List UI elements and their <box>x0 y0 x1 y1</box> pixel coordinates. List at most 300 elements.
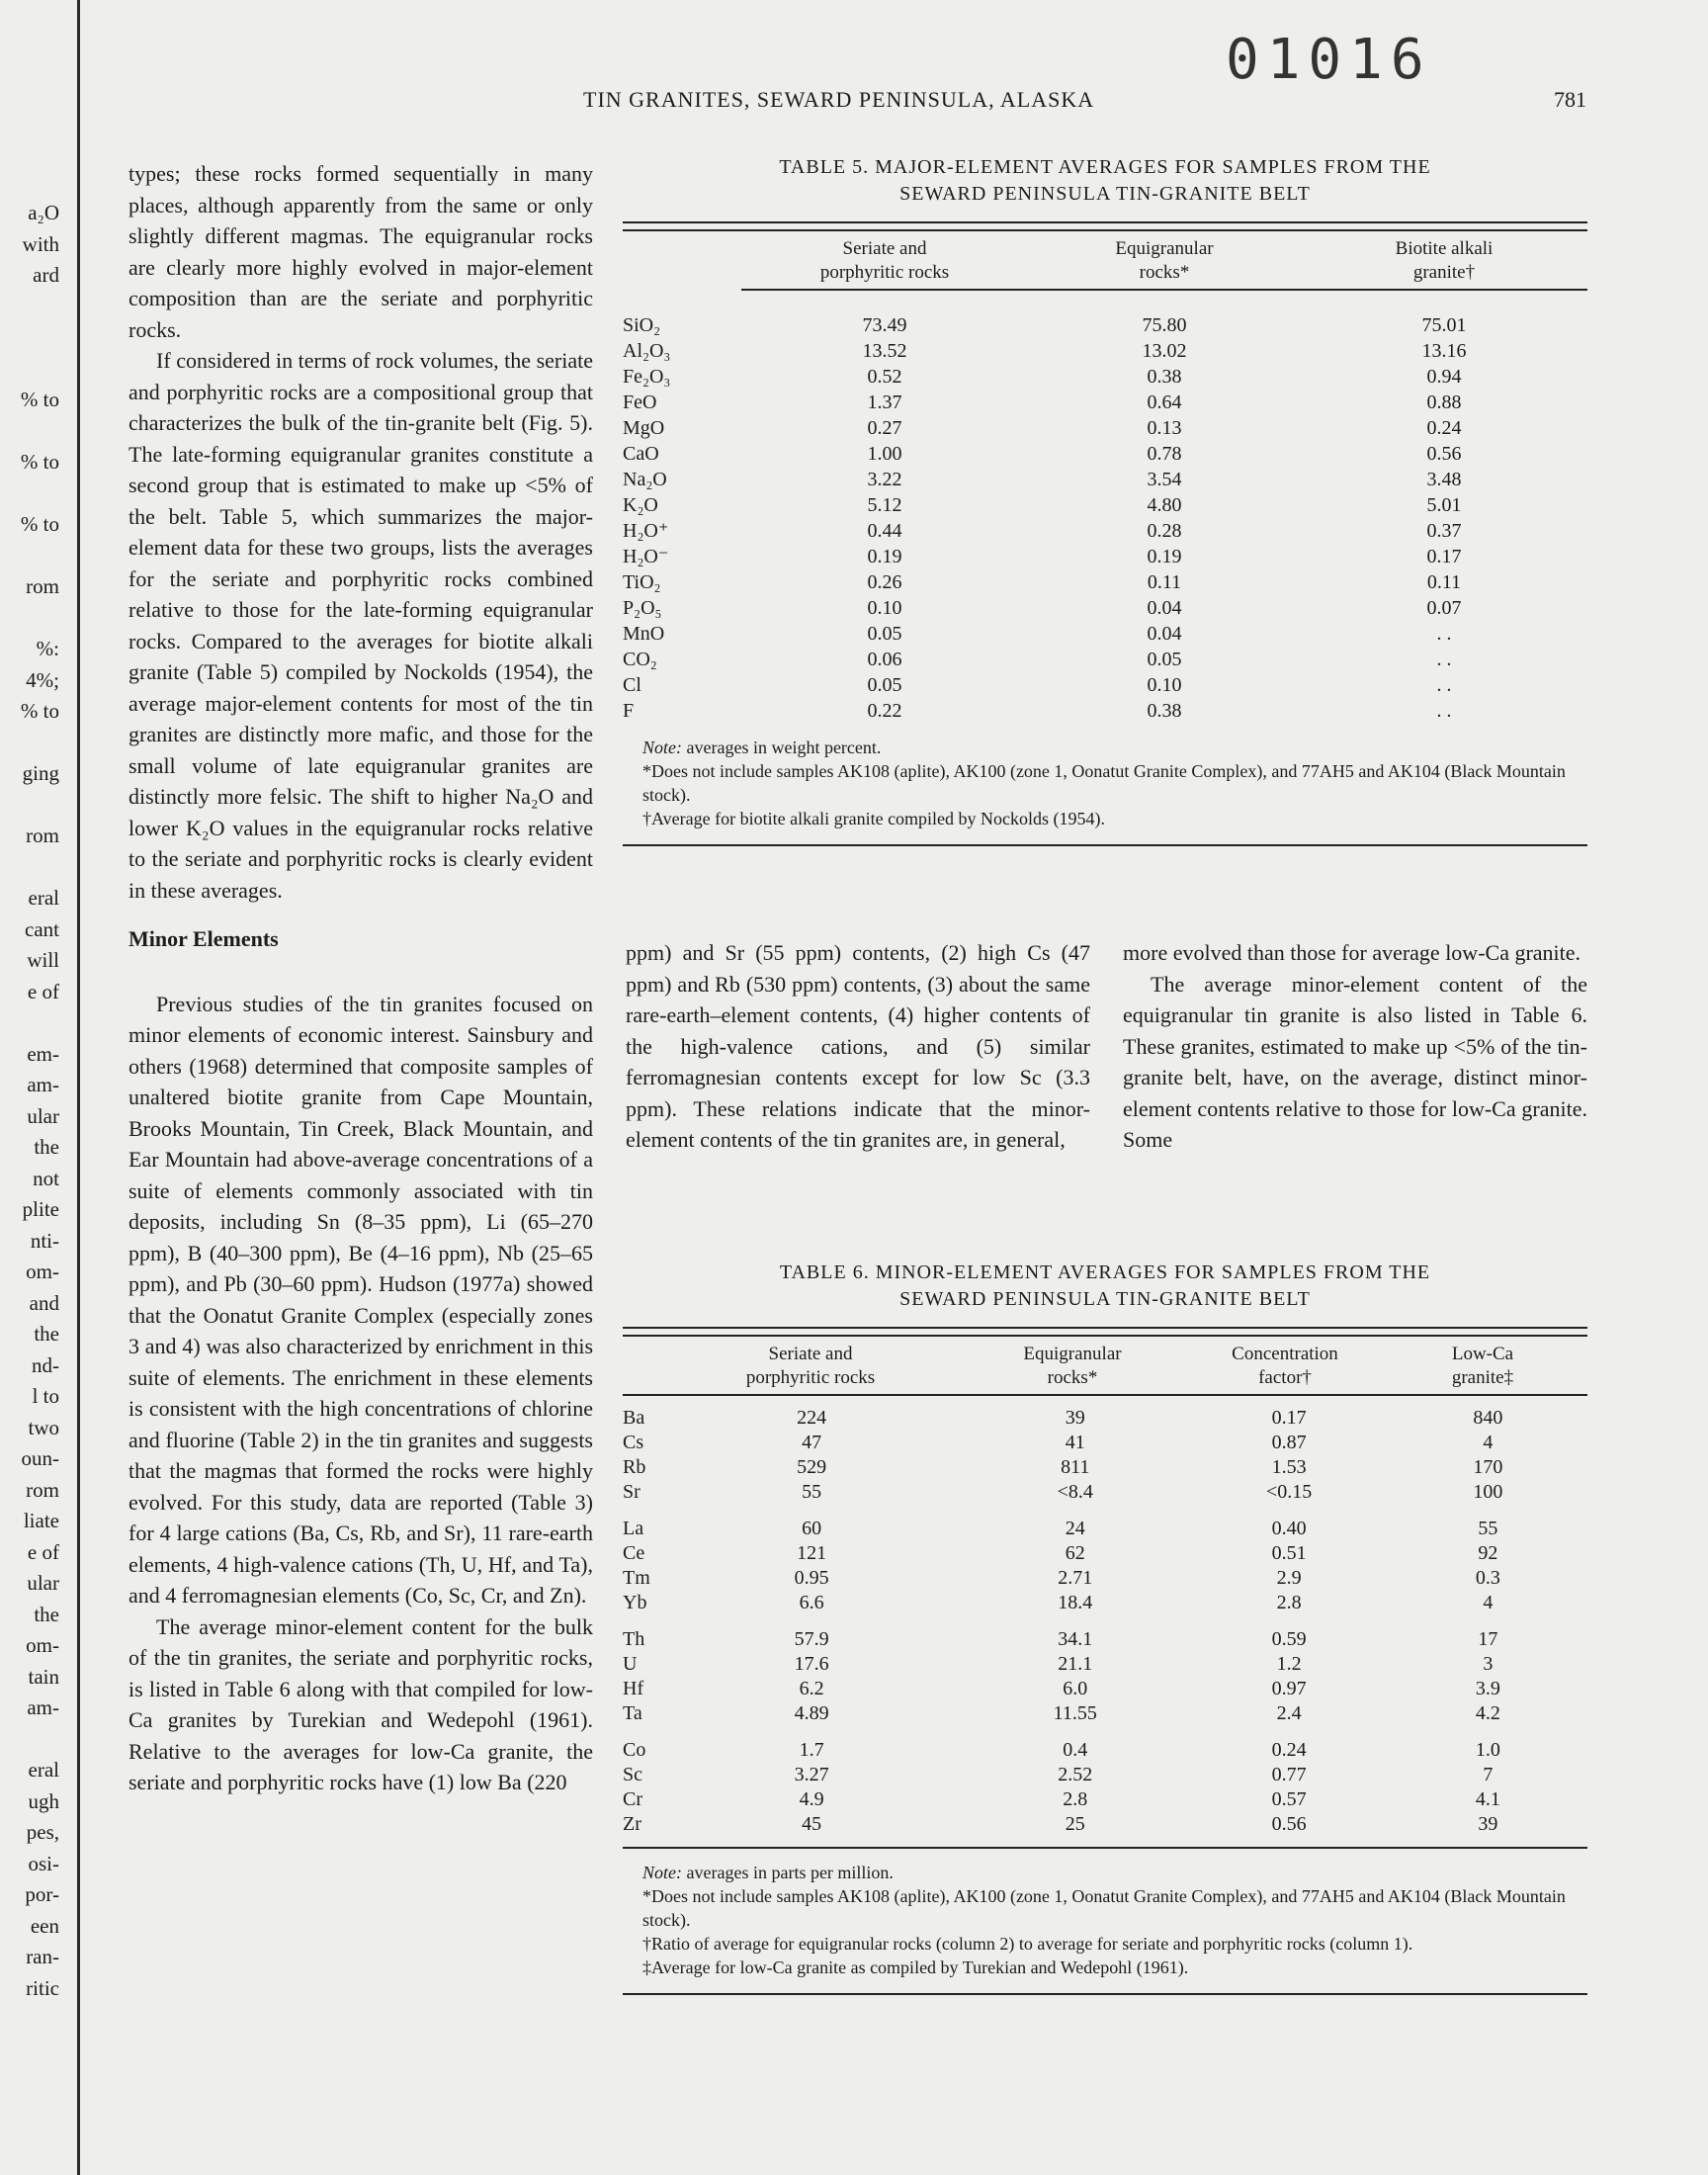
table-cell: 7 <box>1483 1764 1494 1785</box>
table-row <box>623 1455 1587 1480</box>
table-cell: 224 <box>797 1407 827 1429</box>
edge-fragment: % to <box>20 512 59 536</box>
table-cell: 0.64 <box>1147 392 1182 413</box>
row-label: Sc <box>623 1764 642 1785</box>
table-cell: 5.12 <box>867 494 902 516</box>
table-cell: 3 <box>1483 1653 1494 1675</box>
table-cell: 92 <box>1478 1542 1498 1564</box>
table-cell: 6.2 <box>799 1678 824 1699</box>
table-cell: 100 <box>1473 1481 1503 1503</box>
column-header <box>1028 237 1301 285</box>
table-rule <box>623 1327 1587 1337</box>
table-cell: 55 <box>802 1481 822 1503</box>
table-row <box>623 312 1587 338</box>
table-cell: 13.52 <box>862 340 907 362</box>
table-cell: 0.40 <box>1271 1518 1307 1539</box>
edge-fragment: the <box>34 1602 59 1626</box>
table-row <box>623 518 1587 544</box>
row-label: Cs <box>623 1432 644 1453</box>
table-cell: 24 <box>1065 1518 1085 1539</box>
edge-fragment: am- <box>27 1073 59 1096</box>
table-cell: 0.3 <box>1475 1567 1500 1589</box>
table-cell: 0.52 <box>867 366 902 388</box>
edge-fragment: tain <box>28 1664 59 1689</box>
page-number: 781 <box>1554 87 1586 112</box>
table-row <box>623 698 1587 724</box>
table-row <box>623 1738 1587 1763</box>
row-label: Hf <box>623 1678 644 1699</box>
table-cell: 0.04 <box>1147 597 1182 619</box>
table-cell: 0.24 <box>1426 417 1462 439</box>
table-row <box>623 338 1587 364</box>
table-cell: 4.89 <box>794 1702 829 1724</box>
table-cell: 0.11 <box>1426 571 1462 593</box>
table-cell: 0.44 <box>867 520 902 542</box>
row-label: Co <box>623 1739 646 1761</box>
edge-fragment <box>0 322 59 354</box>
table-cell: 39 <box>1478 1813 1498 1835</box>
row-label: H₂O⁺ <box>623 520 669 542</box>
table-cell: 25 <box>1065 1813 1085 1835</box>
left-column <box>128 158 593 1798</box>
edge-fragment: por- <box>25 1882 59 1906</box>
table-cell: 0.38 <box>1147 366 1182 388</box>
table-cell: 1.00 <box>867 443 902 465</box>
table-rule <box>623 221 1587 231</box>
table-row <box>623 1406 1587 1431</box>
column-header-line: Seriate and <box>768 1344 853 1364</box>
table-row <box>623 1480 1587 1505</box>
edge-fragment: rom <box>26 824 59 847</box>
table-cell: 0.59 <box>1271 1628 1307 1650</box>
table-row <box>623 415 1587 441</box>
row-label: CaO <box>623 443 659 465</box>
table-cell: 13.16 <box>1421 340 1467 362</box>
edge-fragment: eral <box>28 1758 59 1782</box>
table-cell: 0.78 <box>1147 443 1182 465</box>
edge-fragment: em- <box>27 1041 59 1066</box>
edge-fragment: e of <box>27 979 59 1003</box>
edge-fragment: not <box>33 1166 59 1190</box>
edge-fragment: % to <box>20 450 59 474</box>
table-cell: 0.17 <box>1426 546 1462 567</box>
paragraph: types; these rocks formed sequentially in many places, although apparently from the same or only slightly different magmas. The equigranular rocks are clearly more highly evolved in major-element composition than are the seriate and porphyritic rocks. <box>128 161 593 342</box>
edge-fragment: pes, <box>26 1820 59 1844</box>
column-header <box>662 1343 959 1390</box>
table-cell: . . <box>1436 649 1452 670</box>
edge-fragment <box>0 292 59 323</box>
table-row <box>623 364 1587 390</box>
edge-fragment: e of <box>27 1539 59 1564</box>
table-cell: 0.26 <box>867 571 902 593</box>
table-cell: 0.05 <box>867 674 902 696</box>
paragraph: more evolved than those for average low-Ca granite. <box>1123 940 1581 965</box>
gutter-line <box>77 0 80 2175</box>
paragraph: The average minor-element content for the bulk of the tin granites, the seriate and porphyritic rocks, is listed in Table 6 along with that compiled for low-Ca granites by Turekian and Wedepohl (1961). Relative to the averages for low-Ca granite, the seriate and porphyritic rocks have (1) low Ba (220 <box>128 1613 593 1794</box>
table-row <box>623 621 1587 647</box>
table-cell: 75.80 <box>1142 314 1187 336</box>
column-header-line: rocks* <box>1047 1367 1098 1388</box>
table-cell: 2.8 <box>1276 1592 1302 1613</box>
edge-fragment: ritic <box>26 1975 59 2000</box>
edge-fragment: a₂O <box>28 201 59 224</box>
table-row <box>623 544 1587 569</box>
edge-fragment: liate <box>23 1509 59 1532</box>
edge-fragment <box>0 1724 59 1756</box>
table-cell: 840 <box>1473 1407 1503 1429</box>
row-label: F <box>623 700 635 722</box>
table-cell: 13.02 <box>1142 340 1187 362</box>
table-title-line: SEWARD PENINSULA TIN-GRANITE BELT <box>899 1288 1311 1310</box>
table-row <box>623 1431 1587 1455</box>
column-header-line: granite‡ <box>1451 1367 1514 1388</box>
page-stamp: 01016 <box>1226 28 1432 92</box>
table-cell: 3.22 <box>867 469 902 490</box>
edge-fragment: 4%; <box>26 667 59 692</box>
table-cell: 4 <box>1483 1432 1494 1453</box>
edge-fragment: eral <box>28 886 59 910</box>
table-cell: 0.19 <box>867 546 902 567</box>
table-cell: <0.15 <box>1265 1481 1313 1503</box>
edge-fragment: nd- <box>32 1352 59 1377</box>
row-label: K₂O <box>623 494 658 516</box>
row-label: Rb <box>623 1456 646 1478</box>
table-cell: 0.88 <box>1426 392 1462 413</box>
table-row <box>623 647 1587 672</box>
row-label: La <box>623 1518 644 1539</box>
table-cell: 45 <box>802 1813 822 1835</box>
column-header <box>741 237 1028 285</box>
table-cell: 0.56 <box>1271 1813 1307 1835</box>
paragraph: If considered in terms of rock volumes, the seriate and porphyritic rocks are a compositional group that characterizes the bulk of the tin-granite belt (Fig. 5). The late-forming equigranular granites constitute a second group that is estimated to make up <5% of the belt. Table 5, which summarizes the major-element data for these two groups, lists the averages for the seriate and porphyritic rocks combined relative to those for the late-forming equigranular rocks. Compared to the averages for biotite alkali granite (Table 5) compiled by Nockolds (1954), the average major-element contents for most of the tin granites are distinctly more mafic, and those for the small volume of late equigranular granites are distinctly more felsic. The shift to higher Na₂O and lower K₂O values in the equigranular rocks relative to the seriate and porphyritic rocks is clearly evident in these averages. <box>128 348 593 903</box>
column-header <box>959 1343 1186 1390</box>
edge-fragment: ular <box>27 1571 59 1595</box>
row-label: Cl <box>623 674 641 696</box>
table-cell: 0.22 <box>867 700 902 722</box>
edge-fragment: om- <box>26 1260 59 1283</box>
edge-fragment: rom <box>26 1477 59 1502</box>
column-header <box>1301 237 1587 285</box>
table-row <box>623 1566 1587 1591</box>
table-cell: 0.17 <box>1271 1407 1307 1429</box>
table-cell: 2.8 <box>1063 1788 1088 1810</box>
table-cell: 0.11 <box>1147 571 1182 593</box>
table-cell: 3.54 <box>1147 469 1182 490</box>
table-cell: 4 <box>1483 1592 1494 1613</box>
column-header-line: porphyritic rocks <box>745 1367 876 1388</box>
table-cell: 0.13 <box>1147 417 1182 439</box>
table-cell: 6.0 <box>1063 1678 1088 1699</box>
table-cell: 0.77 <box>1271 1764 1307 1785</box>
table-cell: 47 <box>802 1432 822 1453</box>
table-cell: 0.51 <box>1271 1542 1307 1564</box>
table-5-body <box>623 312 1587 724</box>
table-cell: 0.56 <box>1426 443 1462 465</box>
edge-fragment: ran- <box>26 1945 59 1968</box>
table-cell: 0.27 <box>867 417 902 439</box>
column-header <box>1384 1343 1581 1390</box>
table-row <box>623 1517 1587 1541</box>
edge-fragment <box>0 728 59 759</box>
edge-fragment <box>0 541 59 572</box>
edge-fragment: am- <box>27 1696 59 1719</box>
table-row <box>623 467 1587 492</box>
footnote: ‡Average for low-Ca granite as compiled by Turekian and Wedepohl (1961). <box>642 1958 1189 1977</box>
column-header <box>1186 1343 1384 1390</box>
row-label: P₂O₅ <box>623 597 662 619</box>
table-row <box>623 1591 1587 1615</box>
table-cell: 34.1 <box>1058 1628 1093 1650</box>
table-row <box>623 1652 1587 1677</box>
row-label: Ta <box>623 1702 642 1724</box>
edge-fragment <box>0 852 59 884</box>
section-heading: Minor Elements <box>128 926 279 951</box>
row-label: Th <box>623 1628 645 1650</box>
row-label: Na₂O <box>623 469 667 490</box>
table-cell: 0.24 <box>1271 1739 1307 1761</box>
table-row <box>623 595 1587 621</box>
table-6 <box>623 1260 1587 1995</box>
table-cell: 18.4 <box>1058 1592 1093 1613</box>
table-cell: 0.10 <box>1147 674 1182 696</box>
table-cell: 0.05 <box>867 623 902 645</box>
paragraph: Previous studies of the tin granites focused on minor elements of economic interest. Sainsbury and others (1968) determined that composite samples of unaltered biotite granite from Cape Mountain, Brooks Mountain, Tin Creek, Black Mountain, and Ear Mountain had above-average concentrations of a suite of elements commonly associated with tin deposits, including Sn (8–35 ppm), Li (65–270 ppm), B (40–300 ppm), Be (4–16 ppm), Nb (25–65 ppm), and Pb (30–60 ppm). Hudson (1977a) showed that the Oonatut Granite Complex (especially zones 3 and 4) was also characterized by enrichment in this suite of elements. The enrichment in these elements is consistent with the high concentrations of chlorine and fluorine (Table 2) in the tin granites and suggests that the magmas that formed the rocks were highly evolved. For this study, data are reported (Table 3) for 4 large cations (Ba, Cs, Rb, and Sr), 11 rare-earth elements, 4 high-valence cations (Th, U, Hf, and Ta), and 4 ferromagnesian elements (Co, Sc, Cr, and Zn). <box>128 991 593 1608</box>
edge-fragment: l to <box>32 1384 59 1408</box>
table-cell: 62 <box>1065 1542 1085 1564</box>
row-label: Yb <box>623 1592 647 1613</box>
middle-column <box>626 937 1090 1156</box>
edge-fragment: nti- <box>30 1228 59 1253</box>
edge-fragment: the <box>34 1322 59 1346</box>
group-spacer <box>623 1505 1587 1517</box>
row-label: Ce <box>623 1542 645 1564</box>
table-title-line: SEWARD PENINSULA TIN-GRANITE BELT <box>899 183 1311 205</box>
table-row <box>623 1541 1587 1566</box>
table-cell: 1.53 <box>1271 1456 1307 1478</box>
group-spacer <box>623 1615 1587 1627</box>
table-notes <box>623 724 1587 844</box>
row-label: FeO <box>623 392 657 413</box>
row-label: U <box>623 1653 638 1675</box>
row-label: H₂O⁻ <box>623 546 669 567</box>
table-rule <box>623 1993 1587 1995</box>
table-cell: 1.2 <box>1276 1653 1302 1675</box>
table-cell: 4.80 <box>1147 494 1182 516</box>
paragraph: The average minor-element content of the equigranular tin granite is also listed in Table 6. These granites, estimated to make up <5% of the tin-granite belt, have, on the average, distinct minor-element contents relative to those for low-Ca granite. Some <box>1123 971 1587 1152</box>
edge-fragment: ular <box>27 1103 59 1128</box>
table-title <box>623 1260 1587 1313</box>
edge-fragment: the <box>34 1135 59 1159</box>
edge-fragment: een <box>30 1913 59 1938</box>
table-row <box>623 1677 1587 1701</box>
table-row <box>623 492 1587 518</box>
table-cell: 3.27 <box>794 1764 829 1785</box>
edge-fragment <box>0 1007 59 1039</box>
table-cell: 529 <box>797 1456 827 1478</box>
table-cell: 3.48 <box>1426 469 1462 490</box>
table-cell: <8.4 <box>1057 1481 1093 1503</box>
row-label: Ba <box>623 1407 645 1429</box>
table-cell: 0.4 <box>1063 1739 1088 1761</box>
column-header-line: Concentration <box>1232 1344 1338 1364</box>
table-row <box>623 569 1587 595</box>
row-label: Cr <box>623 1788 642 1810</box>
row-label: CO₂ <box>623 649 657 670</box>
column-header-line: Equigranular <box>1023 1344 1122 1364</box>
edge-fragment: rom <box>26 574 59 598</box>
note-label: Note: <box>642 738 682 757</box>
table-cell: 41 <box>1065 1432 1085 1453</box>
edge-fragment: two <box>28 1415 59 1439</box>
table-cell: 39 <box>1065 1407 1085 1429</box>
table-cell: 1.7 <box>799 1739 824 1761</box>
footnote: †Ratio of average for equigranular rocks (column 2) to average for seriate and porphyritic rocks (column 1). <box>642 1934 1413 1954</box>
row-label: SiO₂ <box>623 314 661 336</box>
running-head: TIN GRANITES, SEWARD PENINSULA, ALASKA <box>583 87 1095 112</box>
edge-fragment: ging <box>22 761 59 785</box>
table-cell: 1.0 <box>1475 1739 1500 1761</box>
edge-fragment: plite <box>22 1197 59 1221</box>
footnote: †Average for biotite alkali granite compiled by Nockolds (1954). <box>642 809 1106 828</box>
table-cell: 5.01 <box>1426 494 1462 516</box>
row-label: MgO <box>623 417 665 439</box>
table-row <box>623 1812 1587 1837</box>
row-label: TiO₂ <box>623 571 661 593</box>
table-cell: 0.10 <box>867 597 902 619</box>
edge-fragment: %: <box>36 637 59 660</box>
table-cell: 21.1 <box>1058 1653 1093 1675</box>
table-cell: 60 <box>802 1518 822 1539</box>
table-row <box>623 1627 1587 1652</box>
table-cell: . . <box>1436 700 1452 722</box>
column-header-line: Seriate and <box>842 238 927 259</box>
table-cell: 0.07 <box>1426 597 1462 619</box>
column-header-line: factor† <box>1258 1367 1312 1388</box>
edge-fragment: oun- <box>21 1446 59 1470</box>
table-cell: 4.2 <box>1475 1702 1500 1724</box>
table-rule <box>623 844 1587 846</box>
row-label: Fe₂O₃ <box>623 366 671 388</box>
table-cell: 121 <box>797 1542 827 1564</box>
table-cell: 17 <box>1478 1628 1498 1650</box>
edge-fragment: % to <box>20 388 59 411</box>
table-notes <box>623 1849 1587 1993</box>
edge-fragment <box>0 478 59 510</box>
table-row <box>623 441 1587 467</box>
table-5 <box>623 154 1587 846</box>
table-cell: 4.1 <box>1475 1788 1500 1810</box>
table-cell: 17.6 <box>794 1653 829 1675</box>
table-cell: 0.04 <box>1147 623 1182 645</box>
table-cell: 0.57 <box>1271 1788 1307 1810</box>
edge-fragment: will <box>27 948 59 972</box>
row-label: Al₂O₃ <box>623 340 671 362</box>
table-cell: 75.01 <box>1421 314 1467 336</box>
edge-fragment <box>0 354 59 386</box>
table-cell: 0.95 <box>794 1567 829 1589</box>
table-row <box>623 1701 1587 1726</box>
edge-fragment: ard <box>33 263 59 287</box>
paragraph: ppm) and Sr (55 ppm) contents, (2) high Cs (47 ppm) and Rb (530 ppm) contents, (3) about the same rare-earth–element contents, (4) higher contents of the high-valence cations, and (5) similar ferromagnesian contents except for low Sc (3.3 ppm). These relations indicate that the minor-element contents of the tin granites are, in general, <box>626 940 1090 1152</box>
adjacent-page-edge-text <box>0 198 59 2004</box>
edge-fragment: and <box>29 1290 59 1315</box>
edge-fragment: osi- <box>28 1851 59 1875</box>
table-cell: 811 <box>1061 1456 1090 1478</box>
column-header-line: granite† <box>1412 262 1476 283</box>
table-title-line: TABLE 6. MINOR-ELEMENT AVERAGES FOR SAMPLES FROM THE <box>779 1262 1431 1283</box>
table-cell: 0.94 <box>1426 366 1462 388</box>
table-row <box>623 672 1587 698</box>
edge-fragment <box>0 416 59 448</box>
edge-fragment: om- <box>26 1633 59 1657</box>
table-6-body <box>623 1406 1587 1837</box>
table-cell: 0.37 <box>1426 520 1462 542</box>
table-cell: 3.9 <box>1475 1678 1500 1699</box>
footnote: *Does not include samples AK108 (aplite), AK100 (zone 1, Oonatut Granite Complex), and 77AH5 and AK104 (Black Mountain stock). <box>642 761 1566 805</box>
table-cell: 73.49 <box>862 314 907 336</box>
table-row <box>623 1763 1587 1787</box>
table-title-line: TABLE 5. MAJOR-ELEMENT AVERAGES FOR SAMPLES FROM THE <box>779 156 1431 178</box>
column-header-line: Equigranular <box>1115 238 1214 259</box>
table-row <box>623 390 1587 415</box>
table-cell: 0.97 <box>1271 1678 1307 1699</box>
row-label: Sr <box>623 1481 640 1503</box>
table-cell: . . <box>1436 623 1452 645</box>
table-cell: 2.71 <box>1058 1567 1093 1589</box>
table-cell: 0.87 <box>1271 1432 1307 1453</box>
table-cell: . . <box>1436 674 1452 696</box>
edge-fragment: ugh <box>28 1788 59 1813</box>
table-rule <box>623 1394 1587 1396</box>
edge-fragment: with <box>22 231 59 256</box>
column-header-line: rocks* <box>1139 262 1190 283</box>
table-cell: 6.6 <box>799 1592 824 1613</box>
table-cell: 170 <box>1473 1456 1503 1478</box>
footnote: *Does not include samples AK108 (aplite), AK100 (zone 1, Oonatut Granite Complex), and 77AH5 and AK104 (Black Mountain stock). <box>642 1886 1566 1930</box>
table-rule <box>741 289 1587 291</box>
edge-fragment <box>0 603 59 635</box>
note-text: averages in parts per million. <box>682 1863 894 1882</box>
group-spacer <box>623 1726 1587 1738</box>
table-title <box>623 154 1587 208</box>
table-cell: 0.05 <box>1147 649 1182 670</box>
edge-fragment <box>0 790 59 822</box>
row-label: Tm <box>623 1567 650 1589</box>
column-header-line: Biotite alkali <box>1395 238 1494 259</box>
column-header-line: porphyritic rocks <box>819 262 950 283</box>
right-column <box>1123 937 1587 1156</box>
table-cell: 0.06 <box>867 649 902 670</box>
table-cell: 2.9 <box>1276 1567 1302 1589</box>
note-text: averages in weight percent. <box>682 738 882 757</box>
table-cell: 57.9 <box>794 1628 829 1650</box>
table-cell: 2.4 <box>1276 1702 1302 1724</box>
table-header <box>623 231 1587 289</box>
table-row <box>623 1787 1587 1812</box>
row-label: Zr <box>623 1813 641 1835</box>
table-header <box>623 1337 1587 1394</box>
table-cell: 1.37 <box>867 392 902 413</box>
edge-fragment: % to <box>20 699 59 723</box>
table-cell: 0.28 <box>1147 520 1182 542</box>
column-header-line: Low-Ca <box>1451 1344 1514 1364</box>
table-cell: 0.19 <box>1147 546 1182 567</box>
table-cell: 0.38 <box>1147 700 1182 722</box>
edge-fragment: cant <box>25 916 59 941</box>
table-cell: 11.55 <box>1053 1702 1097 1724</box>
note-label: Note: <box>642 1863 682 1882</box>
table-cell: 55 <box>1478 1518 1498 1539</box>
